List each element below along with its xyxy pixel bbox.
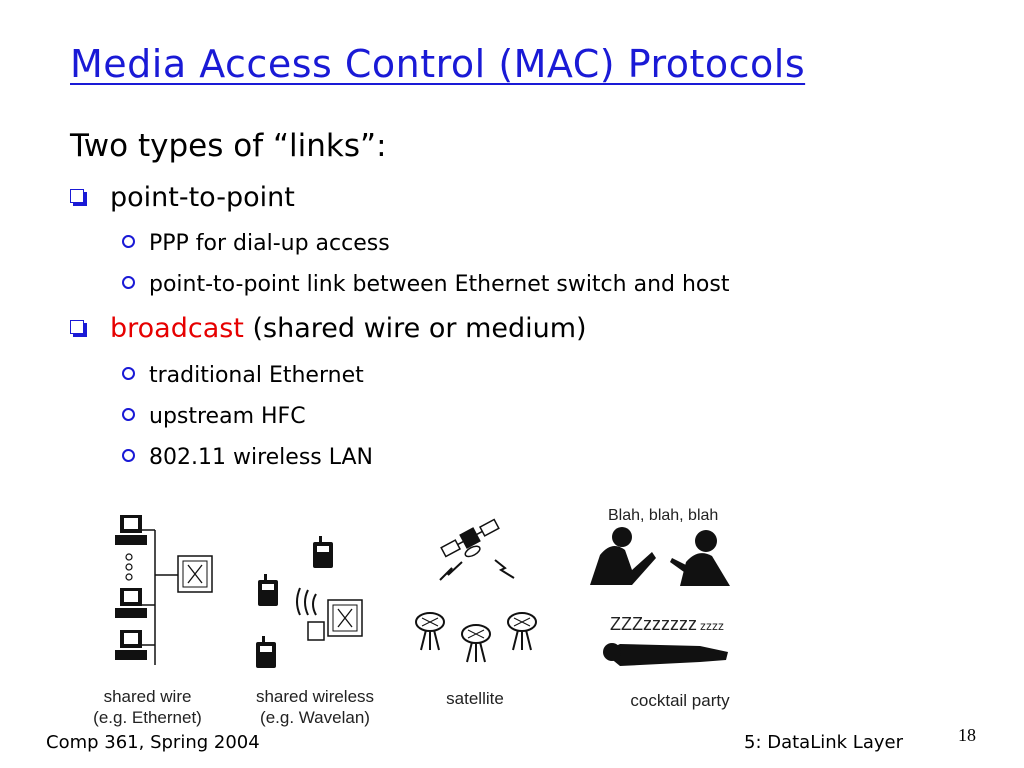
bullet-label: point-to-point	[110, 182, 295, 213]
cocktail-party-illustration	[590, 507, 730, 666]
sub-bullet-text: PPP for dial-up access	[149, 231, 390, 256]
sub-bullet-text: upstream HFC	[149, 404, 306, 429]
sub-bullet-text: 802.11 wireless LAN	[149, 445, 374, 470]
sub-bullet-text: traditional Ethernet	[149, 363, 364, 388]
satellite-illustration	[416, 517, 536, 662]
footer-chapter: 5: DataLink Layer	[744, 732, 903, 753]
page-number: 18	[958, 725, 976, 745]
shared-wire-illustration	[115, 515, 212, 665]
footer-course: Comp 361, Spring 2004	[46, 732, 260, 753]
slide-title: Media Access Control (MAC) Protocols	[70, 42, 806, 86]
speech-text: Blah, blah, blah	[608, 507, 719, 524]
snore-text-small: zzzz	[700, 619, 724, 633]
satellite-caption: satellite	[446, 689, 504, 708]
shared-wireless-caption: shared wireless (e.g. Wavelan)	[255, 687, 375, 727]
intro-text: Two types of “links”:	[70, 128, 387, 164]
sub-bullet-text: point-to-point link between Ethernet switch and host	[149, 272, 730, 297]
cocktail-party-caption: cocktail party	[630, 691, 730, 710]
bullet-highlight: broadcast	[110, 313, 244, 344]
shared-wireless-illustration	[256, 536, 362, 668]
shared-wire-caption: shared wire (e.g. Ethernet)	[93, 687, 202, 727]
snore-text: ZZZzzzzzz	[610, 614, 697, 634]
bullet-label-rest: (shared wire or medium)	[243, 313, 587, 344]
